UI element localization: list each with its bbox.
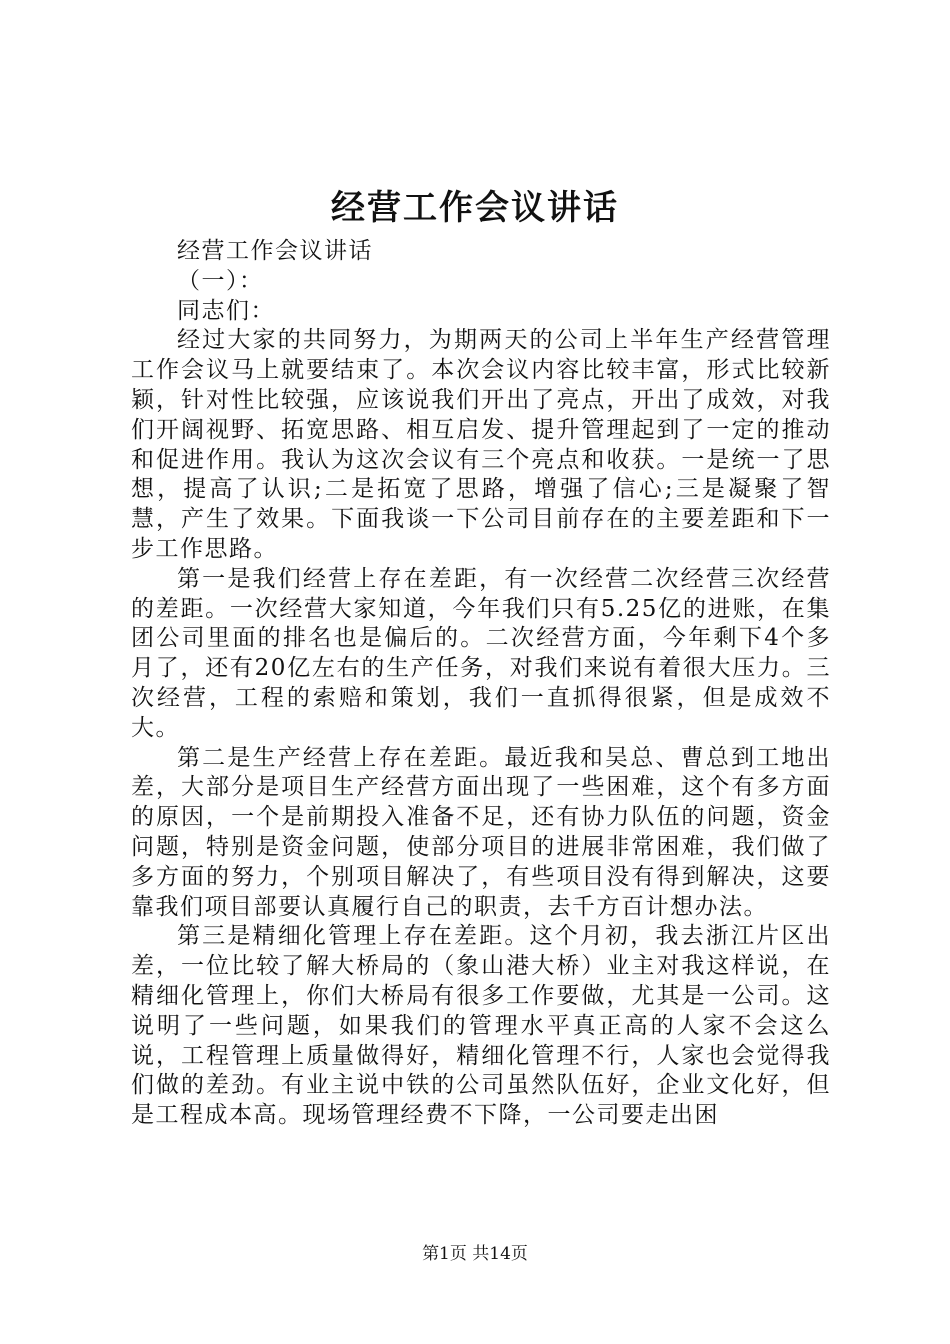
paragraph-point-three: 第三是精细化管理上存在差距。这个月初，我去浙江片区出差，一位比较了解大桥局的（象山港大桥）业主对我这样说，在精细化管理上，你们大桥局有很多工作要做，尤其是一公司。这说明了一些问题，如果我们的管理水平真正高的人家不会这么说，工程管理上质量做得好，精细化管理不行，人家也会觉得我们做的差劲。有业主说中铁的公司虽然队伍好，企业文化好，但是工程成本高。现场管理经费不下降，一公司要走出困 [131, 923, 831, 1129]
paragraph-section-number: （一）： [177, 267, 264, 294]
document-body [131, 237, 831, 1131]
paragraph-point-one: 第一是我们经营上存在差距，有一次经营二次经营三次经营的差距。一次经营大家知道，今年我们只有5.25亿的进账，在集团公司里面的排名也是偏后的。二次经营方面，今年剩下4个多月了，还有20亿左右的生产任务，对我们来说有着很大压力。三次经营，工程的索赔和策划，我们一直抓得很紧，但是成效不大。 [131, 565, 831, 741]
document-title: 经营工作会议讲话 [331, 188, 619, 228]
page-number-footer: 第1页 共14页 [422, 1244, 528, 1264]
paragraph-intro: 经过大家的共同努力，为期两天的公司上半年生产经营管理工作会议马上就要结束了。本次会议内容比较丰富，形式比较新颖，针对性比较强，应该说我们开出了亮点，开出了成效，对我们开阔视野、拓宽思路、相互启发、提升管理起到了一定的推动和促进作用。我认为这次会议有三个亮点和收获。一是统一了思想，提高了认识;二是拓宽了思路，增强了信心;三是凝聚了智慧，产生了效果。下面我谈一下公司目前存在的主要差距和下一步工作思路。 [131, 327, 831, 562]
paragraph-point-two: 第二是生产经营上存在差距。最近我和吴总、曹总到工地出差，大部分是项目生产经营方面出现了一些困难，这个有多方面的原因，一个是前期投入准备不足，还有协力队伍的问题，资金问题，特别是资金问题，使部分项目的进展非常困难，我们做了多方面的努力，个别项目解决了，有些项目没有得到解决，这要靠我们项目部要认真履行自己的职责，去千方百计想办法。 [131, 744, 831, 920]
paragraph-heading: 经营工作会议讲话 [177, 238, 373, 264]
paragraph-salutation: 同志们： [177, 297, 275, 324]
